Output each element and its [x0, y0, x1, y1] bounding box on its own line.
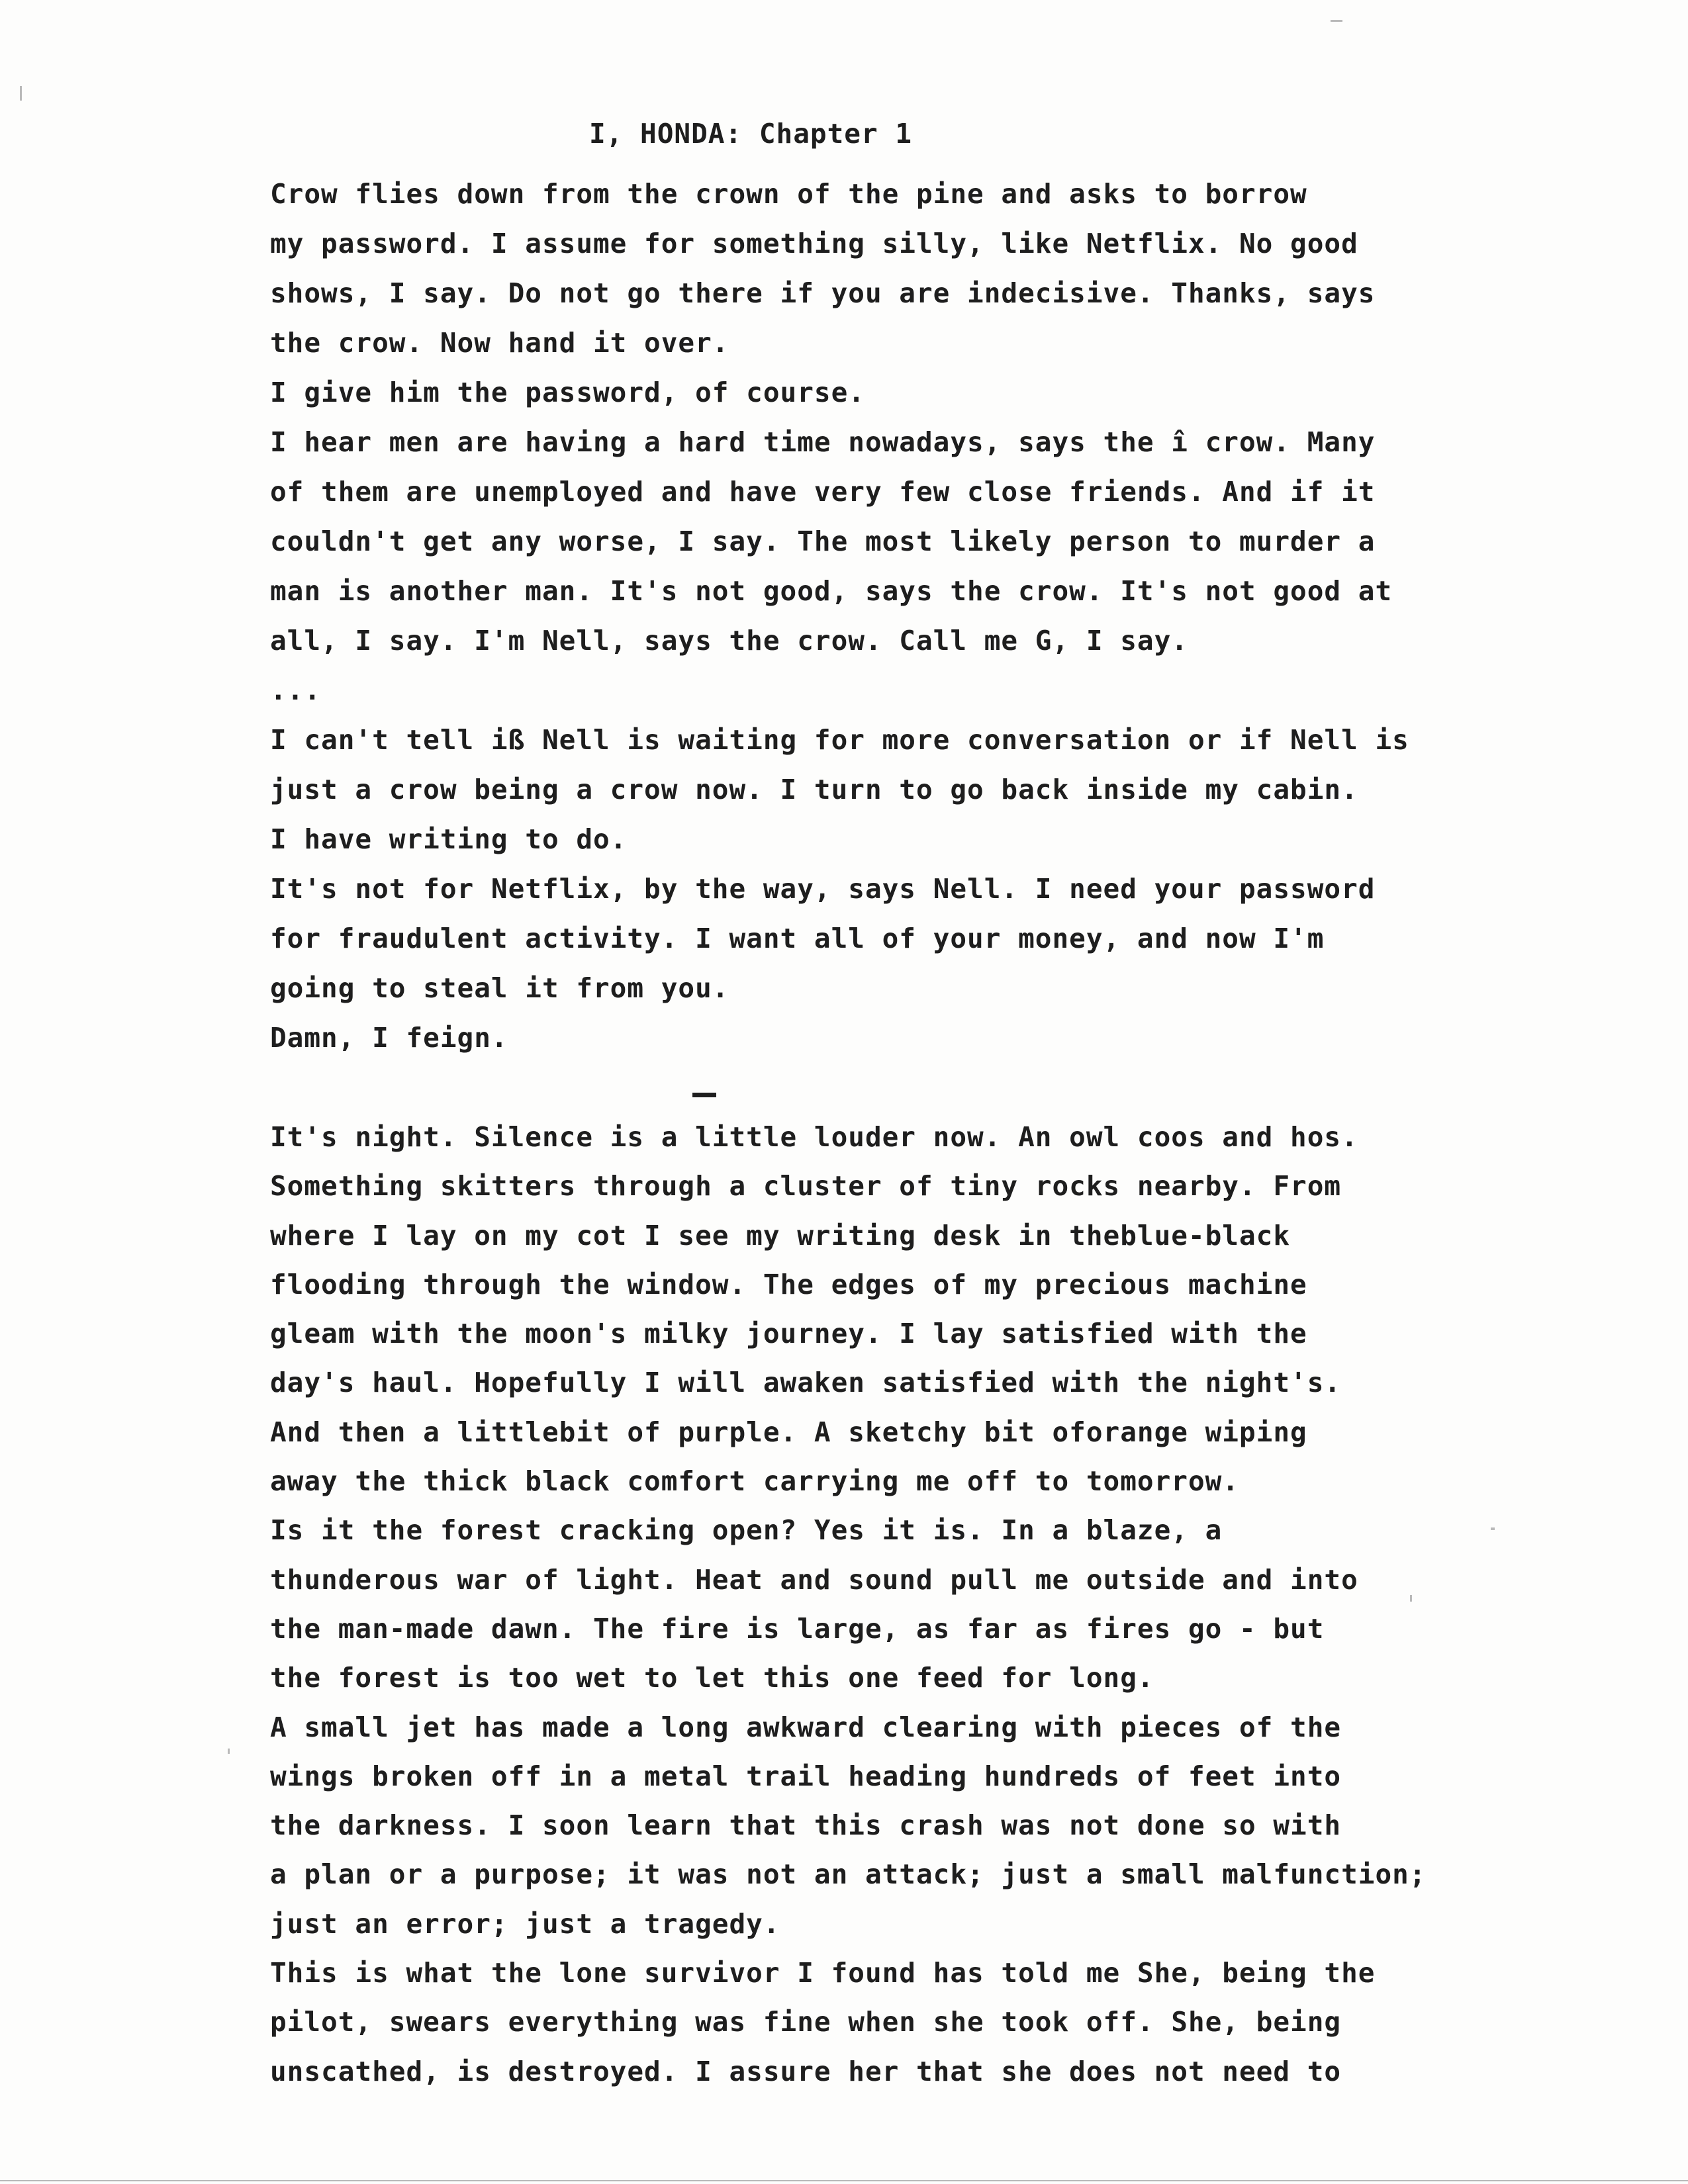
text-line: It's night. Silence is a little louder now. An owl coos and hos.	[270, 1121, 1358, 1153]
text-line: Crow flies down from the crown of the pine and asks to borrow	[270, 178, 1307, 210]
text-line: Something skitters through a cluster of tiny rocks nearby. From	[270, 1170, 1342, 1203]
text-line: shows, I say. Do not go there if you are indecisive. Thanks, says	[270, 277, 1376, 309]
text-line: pilot, swears everything was fine when she took off. She, being	[270, 2006, 1342, 2038]
paper-speck	[20, 86, 22, 101]
text-line: thunderous war of light. Heat and sound pull me outside and into	[270, 1563, 1358, 1596]
text-line: a plan or a purpose; it was not an attack; just a small malfunction;	[270, 1858, 1427, 1891]
text-line: all, I say. I'm Nell, says the crow. Call me G, I say.	[270, 625, 1188, 657]
text-line: the forest is too wet to let this one feed for long.	[270, 1662, 1154, 1694]
chapter-title: I, HONDA: Chapter 1	[589, 118, 912, 150]
section-two	[270, 1113, 1427, 2096]
text-line: couldn't get any worse, I say. The most likely person to murder a	[270, 525, 1376, 557]
text-line: man is another man. It's not good, says the crow. It's not good at	[270, 575, 1393, 607]
ellipsis-separator: ...	[270, 674, 322, 706]
text-line: And then a littlebit of purple. A sketchy bit oforange wiping	[270, 1416, 1307, 1448]
text-line: unscathed, is destroyed. I assure her that she does not need to	[270, 2055, 1342, 2087]
section-one	[270, 169, 1409, 1063]
text-line: day's haul. Hopefully I will awaken satisfied with the night's.	[270, 1367, 1342, 1399]
text-line: the crow. Now hand it over.	[270, 327, 729, 359]
text-line: just an error; just a tragedy.	[270, 1907, 780, 1940]
text-line: A small jet has made a long awkward clearing with pieces of the	[270, 1711, 1342, 1743]
text-line: flooding through the window. The edges of my precious machine	[270, 1268, 1307, 1300]
text-line: of them are unemployed and have very few close friends. And if it	[270, 476, 1376, 508]
paper-speck	[0, 2180, 1688, 2181]
text-line: the man-made dawn. The fire is large, as far as fires go - but	[270, 1612, 1325, 1645]
text-line: I give him the password, of course.	[270, 377, 865, 408]
text-line: away the thick black comfort carrying me off to tomorrow.	[270, 1465, 1239, 1498]
paper-speck	[1410, 1595, 1412, 1602]
text-line: the darkness. I soon learn that this crash was not done so with	[270, 1809, 1342, 1842]
text-line: my password. I assume for something silly, like Netflix. No good	[270, 228, 1358, 259]
paper-speck	[1331, 20, 1342, 22]
section-break-dash	[692, 1093, 716, 1097]
text-line: Damn, I feign.	[270, 1022, 508, 1054]
text-line: I have writing to do.	[270, 823, 628, 855]
text-line: This is what the lone survivor I found has told me She, being the	[270, 1957, 1376, 1989]
text-line: I can't tell iß Nell is waiting for more conversation or if Nell is	[270, 724, 1409, 756]
text-line: for fraudulent activity. I want all of your money, and now I'm	[270, 923, 1325, 954]
text-line: It's not for Netflix, by the way, says Nell. I need your password	[270, 873, 1376, 905]
text-line: I hear men are having a hard time nowadays, says the î crow. Many	[270, 426, 1376, 458]
text-line: where I lay on my cot I see my writing desk in theblue-black	[270, 1219, 1291, 1251]
text-line: wings broken off in a metal trail heading hundreds of feet into	[270, 1760, 1342, 1792]
text-line: just a crow being a crow now. I turn to go back inside my cabin.	[270, 774, 1358, 805]
text-line: going to steal it from you.	[270, 972, 729, 1004]
text-line: gleam with the moon's milky journey. I lay satisfied with the	[270, 1318, 1307, 1350]
paper-speck	[228, 1749, 230, 1754]
paper-speck	[1491, 1527, 1495, 1530]
text-line: Is it the forest cracking open? Yes it is. In a blaze, a	[270, 1514, 1223, 1547]
